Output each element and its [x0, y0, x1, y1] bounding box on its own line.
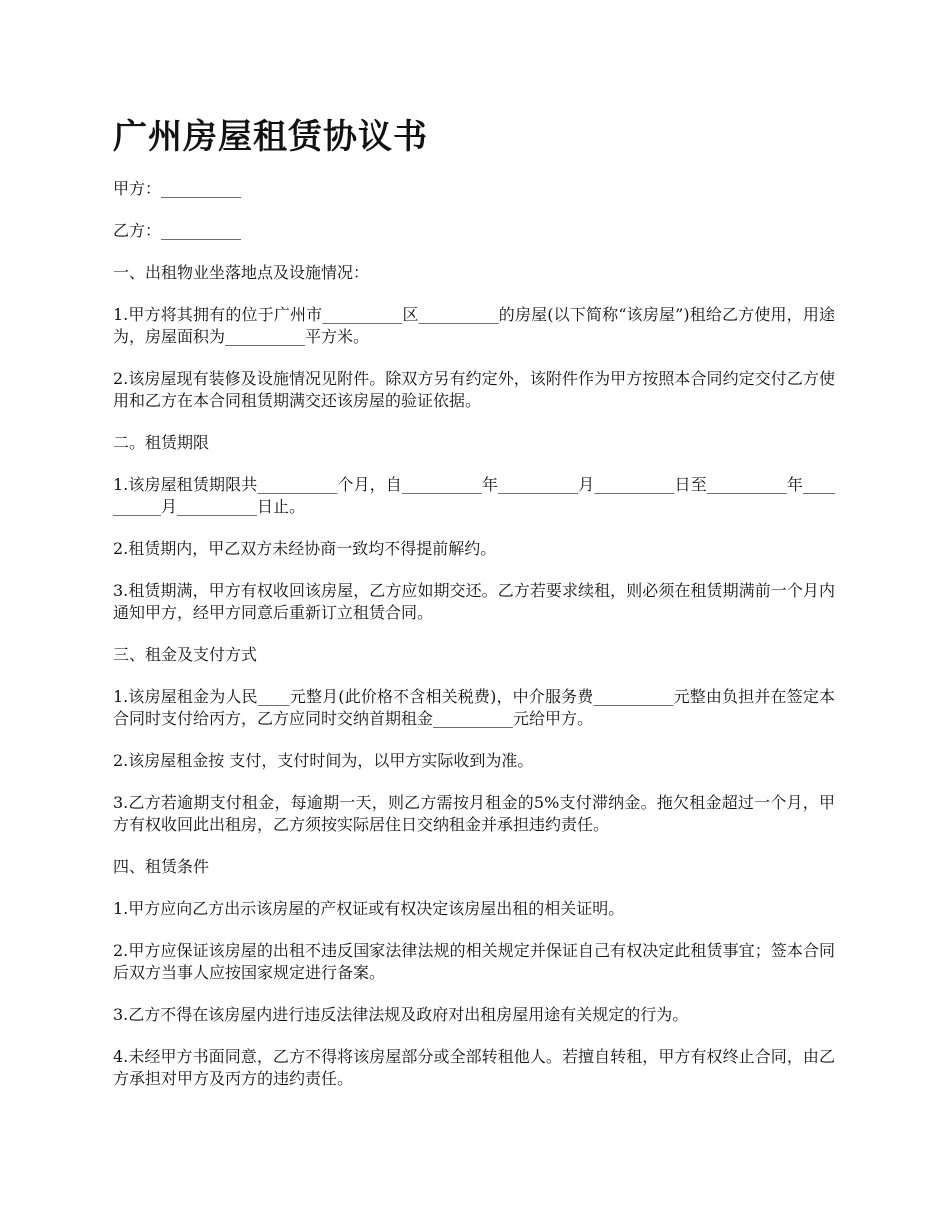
clause-4-2: 2.甲方应保证该房屋的出租不违反国家法律法规的相关规定并保证自己有权决定此租赁事宜；签本合同后双方当事人应按国家规定进行备案。	[113, 941, 835, 982]
document-title: 广州房屋租赁协议书	[113, 117, 428, 157]
section-heading-rent: 三、租金及支付方式	[113, 645, 258, 664]
section-heading-conditions: 四、租赁条件	[113, 857, 210, 876]
clause-2-1: 1.该房屋租赁期限共__________个月，自__________年__________月__________日至__________年__________月__________日止。	[113, 475, 835, 516]
party-a-line: 甲方：__________	[113, 179, 242, 198]
section-heading-term: 二。租赁期限	[113, 433, 210, 452]
party-b-line: 乙方：__________	[113, 221, 242, 240]
clause-3-3: 3.乙方若逾期支付租金，每逾期一天，则乙方需按月租金的5%支付滞纳金。拖欠租金超过一个月，甲方有权收回此出租房，乙方须按实际居住日交纳租金并承担违约责任。	[113, 793, 835, 834]
clause-3-1: 1.该房屋租金为人民____元整月(此价格不含相关税费)，中介服务费__________元整由负担并在签定本合同时支付给丙方，乙方应同时交纳首期租金__________元给甲方。	[113, 687, 835, 728]
section-heading-property: 一、出租物业坐落地点及设施情况：	[113, 263, 370, 282]
clause-1-2: 2.该房屋现有装修及设施情况见附件。除双方另有约定外，该附件作为甲方按照本合同约定交付乙方使用和乙方在本合同租赁期满交还该房屋的验证依据。	[113, 369, 835, 410]
clause-2-2: 2.租赁期内，甲乙双方未经协商一致均不得提前解约。	[113, 539, 497, 558]
document-page	[113, 108, 835, 1110]
clause-4-4: 4.未经甲方书面同意，乙方不得将该房屋部分或全部转租他人。若擅自转租，甲方有权终止合同，由乙方承担对甲方及丙方的违约责任。	[113, 1047, 835, 1088]
clause-2-3: 3.租赁期满，甲方有权收回该房屋，乙方应如期交还。乙方若要求续租，则必须在租赁期满前一个月内通知甲方，经甲方同意后重新订立租赁合同。	[113, 581, 835, 622]
clause-4-3: 3.乙方不得在该房屋内进行违反法律法规及政府对出租房屋用途有关规定的行为。	[113, 1005, 689, 1024]
clause-3-2: 2.该房屋租金按 支付，支付时间为，以甲方实际收到为准。	[113, 751, 534, 770]
clause-1-1: 1.甲方将其拥有的位于广州市__________区__________的房屋(以下简称“该房屋”)租给乙方使用，用途为，房屋面积为__________平方米。	[113, 305, 835, 346]
clause-4-1: 1.甲方应向乙方出示该房屋的产权证或有权决定该房屋出租的相关证明。	[113, 899, 625, 918]
